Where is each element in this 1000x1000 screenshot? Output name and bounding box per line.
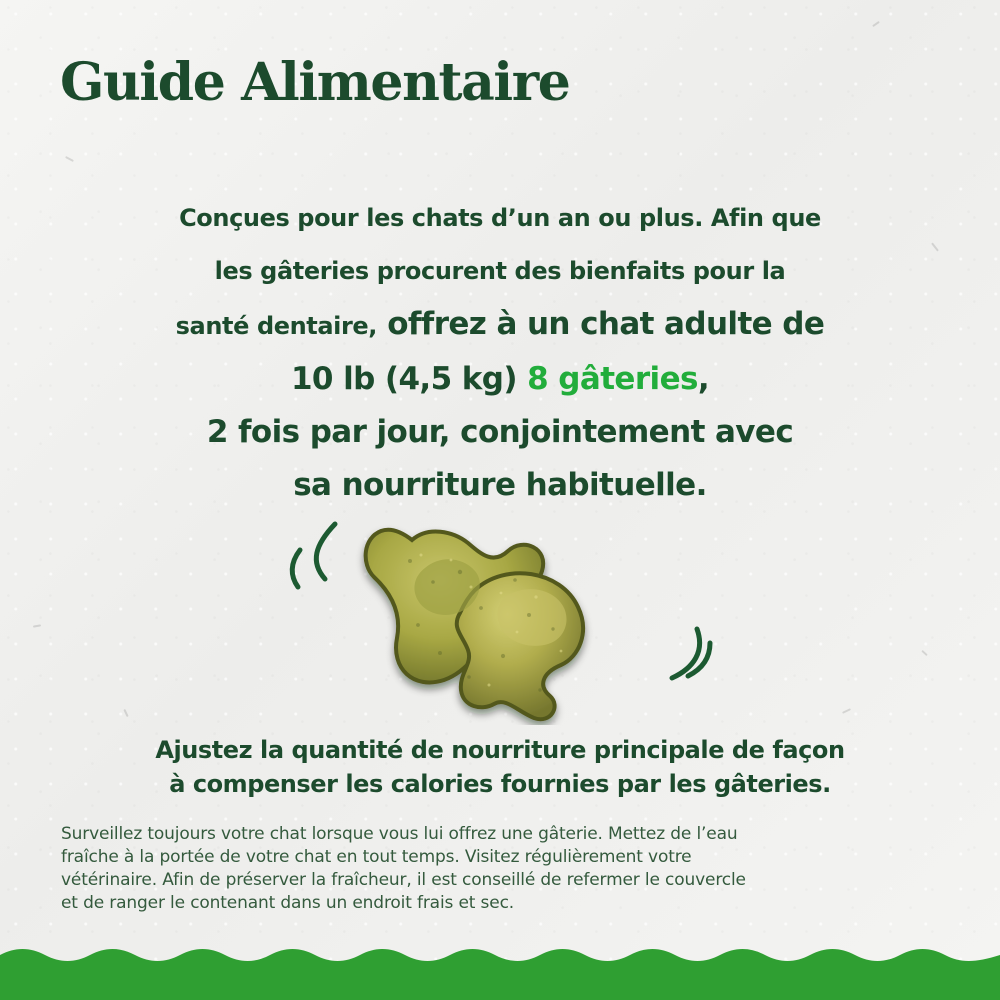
- feeding-line-6: sa nourriture habituelle.: [293, 467, 707, 503]
- dental-health-intro: santé dentaire,: [175, 312, 378, 340]
- feeding-instructions: [90, 192, 910, 512]
- feeding-line-2: les gâteries procurent des bienfaits pour la: [214, 257, 786, 285]
- paper-texture-fleck: [123, 709, 128, 717]
- adult-cat-weight: 10 lb (4,5 kg): [290, 361, 517, 397]
- adjustment-line-1: Ajustez la quantité de nourriture principale de façon: [155, 736, 845, 764]
- adjustment-line-2: à compenser les calories fournies par les gâteries.: [169, 770, 831, 798]
- safety-line-2: fraîche à la portée de votre chat en tout temps. Visitez régulièrement votre: [61, 847, 692, 867]
- bottom-green-wave: [0, 940, 1000, 1000]
- feeding-line-1: Conçues pour les chats d’un an ou plus. Afin que: [179, 204, 821, 232]
- wave-shape: [0, 940, 1000, 1000]
- paper-texture-fleck: [921, 650, 927, 656]
- paper-texture-fleck: [931, 242, 939, 251]
- safety-line-3: vétérinaire. Afin de préserver la fraîcheur, il est conseillé de refermer le couvercle: [61, 870, 746, 890]
- cat-treat-svg: [270, 500, 740, 725]
- paper-texture-fleck: [842, 708, 851, 714]
- safety-line-4: et de ranger le contenant dans un endroit frais et sec.: [61, 893, 515, 913]
- safety-line-1: Surveillez toujours votre chat lorsque vous lui offrez une gâterie. Mettez de l’eau: [61, 824, 738, 844]
- adult-cat-emphasis: offrez à un chat adulte de: [387, 306, 825, 342]
- cat-treat-illustration: [270, 500, 740, 725]
- cat-treat-icon: [366, 530, 583, 719]
- feeding-line-4: [90, 353, 910, 406]
- page-title: Guide Alimentaire: [60, 52, 570, 113]
- treat-count: 8 gâteries: [527, 361, 698, 397]
- feeding-line-5: 2 fois par jour, conjointement avec: [206, 414, 794, 450]
- feeding-line-3: [90, 298, 910, 353]
- adjustment-note: [60, 733, 940, 801]
- paper-texture-fleck: [65, 156, 74, 162]
- paper-texture-fleck: [33, 624, 41, 627]
- treat-count-comma: ,: [697, 361, 710, 397]
- safety-note: [61, 823, 941, 915]
- paper-texture-fleck: [872, 21, 880, 27]
